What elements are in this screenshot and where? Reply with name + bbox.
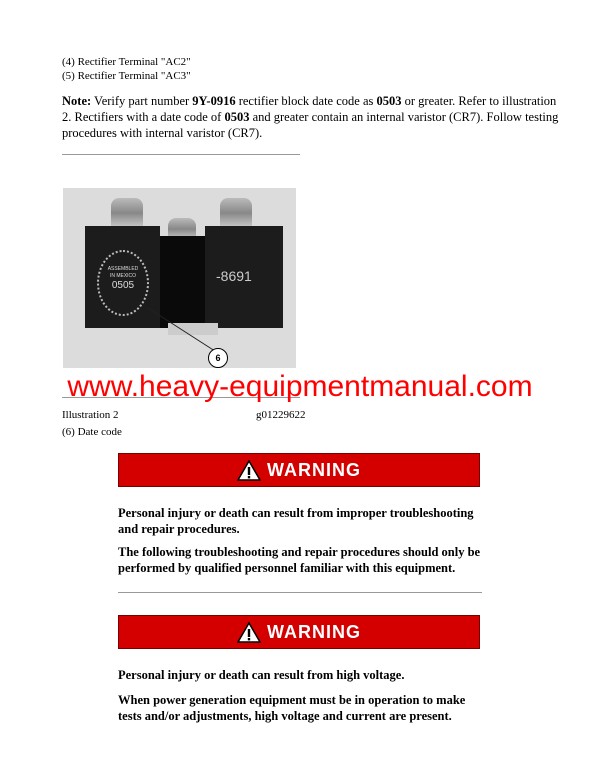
legend-item-5: (5) Rectifier Terminal "AC3" [62,70,191,82]
watermark: www.heavy-equipmentmanual.com [67,370,533,403]
stamp-text: IN MEXICO [109,273,137,279]
divider [62,154,300,155]
divider [118,592,482,593]
note-text: and greater contain an internal varistor (CR7). Follow testing procedures with internal varistor (CR7). [62,110,559,140]
callout-leader [63,188,296,368]
warning-triangle-icon [237,460,261,481]
warning-text: Personal injury or death can result from high voltage. [118,668,405,682]
note-text: rectifier block date code as [235,94,377,108]
note-text: or greater. Refer to illustration 2. Rectifiers with a date code of [62,94,557,124]
part-marking: -8691 [216,268,252,284]
note-label: Note: [62,94,92,108]
date-code: 0503 [376,94,402,108]
callout-6: 6 [208,348,228,368]
warning-text: The following troubleshooting and repair procedures should only be performed by qualified personnel familiar with this equipment. [118,545,481,575]
warning-label: WARNING [267,621,361,642]
warning-triangle-icon [237,622,261,643]
rectifier-photo [63,188,296,368]
warning-banner [118,453,480,487]
stamp-code: 0505 [111,280,135,291]
warning-text: When power generation equipment must be in operation to make tests and/or adjustments, high voltage and current are present. [118,693,466,723]
legend-item-4: (4) Rectifier Terminal "AC2" [62,56,191,68]
warning-label: WARNING [267,459,361,480]
stamp-text: ASSEMBLED [107,266,139,272]
illustration-caption: (6) Date code [62,426,122,438]
warning-banner [118,615,480,649]
illustration-id: g01229622 [256,409,306,421]
part-number: 9Y-0916 [192,94,236,108]
note-paragraph [62,93,562,141]
warning-text: Personal injury or death can result from improper troubleshooting and repair procedures. [118,506,474,536]
note-text: Verify part number [91,94,193,108]
illustration-label: Illustration 2 [62,409,119,421]
date-code: 0503 [224,110,250,124]
